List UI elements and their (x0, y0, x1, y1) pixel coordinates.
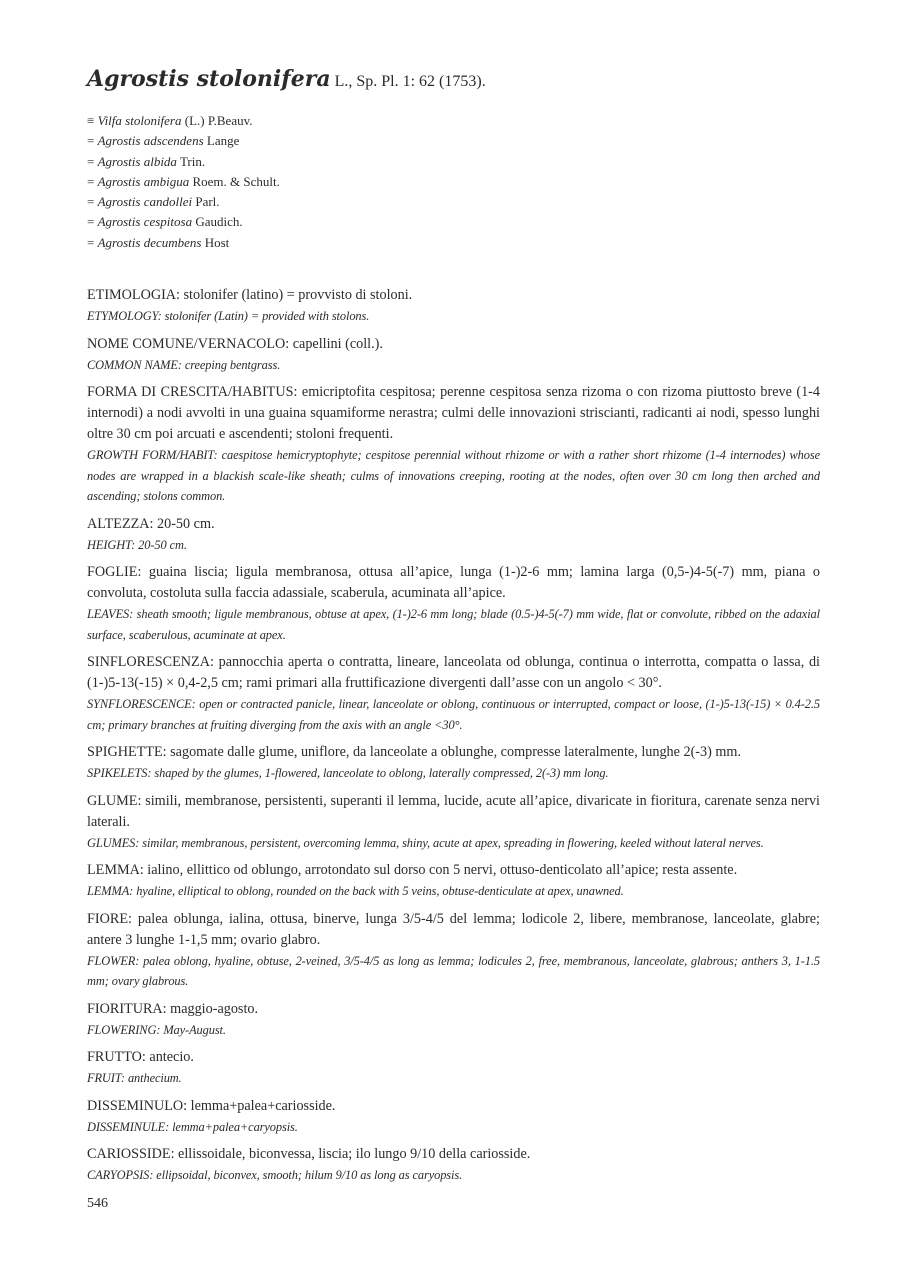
section-label-en: DISSEMINULE (87, 1119, 166, 1134)
section-label-en: SPIKELETS (87, 766, 148, 781)
page-number: 546 (87, 1196, 108, 1211)
section-body-it: : emicriptofita cespitosa; perenne cespitosa senza rizoma o con rizoma piuttosto breve (1-4 internodi) a nodi avvolti in una guaina squamiforme nerastra; culmi delle innovazioni striscianti, radicanti ai nodi, spesso lunghi oltre 30 cm poi arcuati e ascendenti; stoloni frequenti. (87, 384, 821, 443)
section-label-en: FLOWER (87, 953, 136, 968)
section-label-en: LEAVES (87, 607, 130, 622)
section-body-en: : open or contracted panicle, linear, lanceolate or oblong, continuous or interrupted, compact or loose, (1-)5-13(-15) × 0.4-2.5 cm; primary branches at fruiting diverging from the axis with an angle <30°. (87, 697, 820, 732)
section-label-it: FRUTTO (87, 1049, 142, 1066)
section-text-it (87, 1047, 820, 1068)
synonym-item (87, 111, 820, 131)
synonym-name: Agrostis adscendens (97, 133, 204, 149)
section-text-en (87, 355, 820, 376)
section-text-en (87, 881, 820, 902)
section-text-it (87, 791, 820, 833)
synonym-prefix: = (87, 214, 98, 230)
section-growth-form (87, 382, 820, 507)
synonym-author: Trin. (176, 153, 206, 169)
section-body-en: : creeping bentgrass. (177, 357, 281, 372)
section-label-it: FIORE (87, 910, 128, 927)
synonym-author: Gaudich. (192, 214, 243, 230)
synonym-name: Agrostis decumbens (97, 234, 202, 250)
species-title (87, 62, 820, 99)
section-disseminule (87, 1096, 820, 1138)
description-sections (87, 285, 820, 1186)
section-label-it: LEMMA (87, 862, 140, 879)
section-label-en: FLOWERING (87, 1022, 157, 1037)
species-name: Agrostis stolonifera (87, 66, 331, 92)
synonym-item (87, 131, 820, 151)
section-body-it: : capellini (coll.). (285, 335, 383, 352)
synonym-list (87, 111, 820, 253)
synonym-prefix: = (87, 153, 98, 169)
synonym-name: Vilfa stolonifera (97, 113, 182, 128)
synonym-name: Agrostis candollei (97, 194, 193, 210)
section-text-it (87, 860, 820, 881)
section-body-it: : lemma+palea+cariosside. (183, 1097, 336, 1114)
section-label-en: GLUMES (87, 835, 136, 850)
synonym-author: Host (201, 234, 230, 250)
section-label-en: LEMMA (87, 884, 130, 899)
section-label-it: SINFLORESCENZA (87, 654, 210, 671)
section-label-en: COMMON NAME (87, 357, 178, 372)
section-label-it: FOGLIE (87, 564, 138, 581)
section-common-name (87, 334, 820, 376)
section-label-en: SYNFLORESCENCE (87, 697, 192, 712)
synonym-prefix: = (87, 194, 98, 210)
section-text-it (87, 909, 820, 951)
section-text-it (87, 742, 820, 763)
synonym-author: Roem. & Schult. (189, 173, 280, 189)
section-body-it: : guaina liscia; ligula membranosa, ottusa all’apice, lunga (1-)2-6 mm; lamina larga (0,5-)4-5(-7) mm, piana o convoluta, costoluta sulla faccia adassiale, scaberula, acuminata all’apice. (87, 564, 820, 602)
section-label-it: ETIMOLOGIA (87, 287, 177, 304)
section-flower (87, 909, 820, 992)
section-body-en: : 20-50 cm. (131, 537, 187, 552)
section-body-it: : stolonifer (latino) = provvisto di stoloni. (176, 287, 413, 304)
section-body-it: : palea oblunga, ialina, ottusa, binerve, lunga 3/5-4/5 del lemma; lodicole 2, libere, membranose, lanceolate, glabre; antere 3 lunghe 1-1,5 mm; ovario glabro. (87, 910, 820, 948)
section-text-it (87, 652, 820, 694)
section-text-en (87, 306, 820, 327)
synonym-author: Lange (203, 133, 240, 149)
section-body-en: : hyaline, elliptical to oblong, rounded on the back with 5 veins, obtuse-denticulate at apex, unawned. (129, 884, 624, 899)
section-glumes (87, 791, 820, 854)
section-text-it (87, 1144, 820, 1165)
section-text-en (87, 1068, 820, 1089)
section-text-en (87, 535, 820, 556)
synonym-item (87, 172, 820, 192)
section-label-it: CARIOSSIDE (87, 1146, 171, 1163)
synonym-prefix: = (87, 234, 98, 250)
section-label-it: FORMA DI CRESCITA/HABITUS (87, 384, 294, 401)
synonym-name: Agrostis albida (97, 153, 177, 169)
synonym-item (87, 152, 820, 172)
section-body-en: : anthecium. (120, 1071, 182, 1086)
section-body-it: : simili, membranose, persistenti, superanti il lemma, lucide, acute all’apice, divaricate in fioritura, carenate senza nervi laterali. (87, 792, 820, 830)
section-label-it: DISSEMINULO (87, 1097, 184, 1114)
section-label-en: CARYOPSIS (87, 1168, 150, 1183)
section-etymology (87, 285, 820, 327)
section-spikelets (87, 742, 820, 784)
section-text-en (87, 833, 820, 854)
section-height (87, 514, 820, 556)
section-body-it: : maggio-agosto. (162, 1000, 259, 1017)
section-body-it: : pannocchia aperta o contratta, lineare, lanceolata od oblunga, continua o interrotta, compatta o lassa, di (1-)5-13(-15) × 0,4-2,5 cm; rami primari alla fruttificazione divergenti dall’asse con un angolo < 30°. (87, 654, 820, 692)
section-body-en: : ellipsoidal, biconvex, smooth; hilum 9/10 as long as caryopsis. (149, 1168, 463, 1183)
synonym-item (87, 233, 820, 253)
synonym-prefix: = (87, 173, 98, 189)
section-body-en: : shaped by the glumes, 1-flowered, lanceolate to oblong, laterally compressed, 2(-3) mm long. (147, 766, 609, 781)
section-body-it: : ialino, ellittico od oblungo, arrotondato sul dorso con 5 nervi, ottuso-denticolato all’apice; resta assente. (139, 862, 738, 879)
synonym-name: Agrostis cespitosa (97, 214, 193, 230)
section-text-it (87, 514, 820, 535)
synonym-author: (L.) P.Beauv. (181, 113, 253, 128)
section-text-en (87, 1165, 820, 1186)
section-text-it (87, 562, 820, 604)
section-body-en: : stolonifer (Latin) = provided with stolons. (157, 309, 370, 324)
section-label-it: ALTEZZA (87, 515, 150, 532)
section-synflorescence (87, 652, 820, 735)
section-body-en: : May-August. (156, 1022, 226, 1037)
section-text-en (87, 604, 820, 645)
section-body-en: : lemma+palea+caryopsis. (165, 1119, 298, 1134)
species-authority: L., Sp. Pl. 1: 62 (1753). (330, 73, 486, 90)
section-label-en: HEIGHT (87, 537, 132, 552)
synonym-author: Parl. (192, 194, 220, 210)
synonym-prefix: ≡ (87, 113, 98, 128)
section-label-it: GLUME (87, 792, 138, 809)
section-text-en (87, 445, 820, 507)
section-text-it (87, 1096, 820, 1117)
section-fruit (87, 1047, 820, 1089)
section-body-en: : palea oblong, hyaline, obtuse, 2-veined, 3/5-4/5 as long as lemma; lodicules 2, free, membranous, lanceolate, glabrous; anthers 3, 1-1.5 mm; ovary glabrous. (87, 953, 820, 989)
section-body-it: : 20-50 cm. (149, 515, 215, 532)
synonym-prefix: = (87, 133, 98, 149)
section-text-it (87, 285, 820, 306)
section-leaves (87, 562, 820, 645)
section-text-it (87, 999, 820, 1020)
section-label-en: ETYMOLOGY (87, 309, 158, 324)
section-flowering (87, 999, 820, 1041)
section-body-it: : ellissoidale, biconvessa, liscia; ilo lungo 9/10 della cariosside. (170, 1146, 531, 1163)
synonym-name: Agrostis ambigua (97, 173, 190, 189)
section-label-en: FRUIT (87, 1071, 121, 1086)
section-text-en (87, 951, 820, 992)
document-page (87, 62, 820, 1193)
section-caryopsis (87, 1144, 820, 1186)
synonym-item (87, 212, 820, 232)
section-text-en (87, 694, 820, 735)
section-text-it (87, 382, 820, 445)
section-text-en (87, 763, 820, 784)
section-lemma (87, 860, 820, 902)
section-label-it: NOME COMUNE/VERNACOLO (87, 335, 286, 352)
section-text-en (87, 1020, 820, 1041)
section-body-en: : caespitose hemicryptophyte; cespitose perennial without rhizome or with a rather short rhizome (1-4 internodes) whose nodes are wrapped in a blackish scale-like sheath; culms of innovations creeping, rooting at the nodes, often over 30 cm long then arched and ascending; stolons common. (87, 448, 820, 504)
section-body-en: : similar, membranous, persistent, overcoming lemma, shiny, acute at apex, spreading in flowering, keeled without lateral nerves. (135, 835, 764, 850)
section-body-en: : sheath smooth; ligule membranous, obtuse at apex, (1-)2-6 mm long; blade (0.5-)4-5(-7) mm wide, flat or convolute, ribbed on the adaxial surface, scaberulous, acuminate at apex. (87, 607, 820, 642)
section-body-it: : antecio. (141, 1049, 194, 1066)
section-body-it: : sagomate dalle glume, uniflore, da lanceolate a oblunghe, compresse lateralmente, lunghe 2(-3) mm. (162, 744, 741, 761)
section-text-en (87, 1117, 820, 1138)
section-label-it: FIORITURA (87, 1000, 163, 1017)
section-label-en: GROWTH FORM/HABIT (87, 448, 214, 463)
section-label-it: SPIGHETTE (87, 744, 163, 761)
section-text-it (87, 334, 820, 355)
synonym-item (87, 192, 820, 212)
